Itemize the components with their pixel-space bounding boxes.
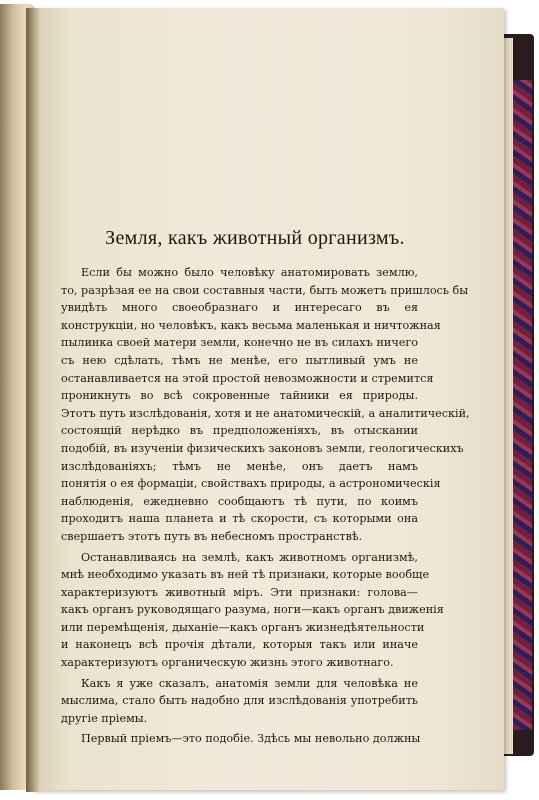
text-line: мыслима, стало быть надобно для изслѣдованія употребить	[61, 694, 418, 708]
page-gutter	[26, 8, 40, 792]
body-text	[61, 264, 470, 748]
text-line: или перемѣщенія, дыханіе—какъ органъ жизнедѣятельности	[61, 620, 425, 634]
paragraph	[61, 264, 470, 546]
text-line: характеризуютъ органическую жизнь этого животнаго.	[61, 656, 394, 670]
text-line: другіе пріемы.	[61, 711, 148, 725]
text-line: Какъ я уже сказалъ, анатомія земли для человѣка не	[81, 676, 418, 690]
text-line: свершаетъ этотъ путь въ небесномъ пространствѣ.	[61, 529, 363, 543]
text-line: увидѣть много своеобразнаго и интересаго въ ея	[61, 301, 418, 315]
text-line: проникнуть во всѣ сокровенные тайники ея природы.	[61, 389, 418, 403]
text-line: какъ органъ руководящаго разума, ноги—какъ органъ движенія	[61, 603, 444, 617]
text-line: понятія о ея формаціи, свойствахъ природы, а астрономическія	[61, 477, 441, 491]
text-line: мнѣ необходимо указать въ ней тѣ признаки, которые вообще	[61, 568, 430, 582]
text-line: Останавливаясь на землѣ, какъ животномъ организмѣ,	[81, 550, 418, 564]
text-line: и наконецъ всѣ прочія дѣтали, которыя такъ или иначе	[61, 638, 418, 652]
text-line: то, разрѣзая ее на свои составныя части, быть можетъ пришлось бы	[61, 283, 469, 297]
text-line: Первый пріемъ—это подобіе. Здѣсь мы невольно должны	[81, 732, 421, 746]
chapter-title: Земля, какъ животный организмъ.	[105, 227, 405, 249]
text-line: наблюденія, ежедневно сообщаютъ тѣ пути, по коимъ	[61, 494, 418, 508]
text-line: Если бы можно было человѣку анатомировать землю,	[81, 266, 418, 279]
paragraph	[61, 675, 418, 728]
text-line: характеризуютъ животный міръ. Эти признаки: голова—	[61, 585, 418, 599]
text-line: съ нею сдѣлать, тѣмъ не менѣе, его пытливый умъ не	[61, 353, 418, 367]
text-line: пылинка своей матери земли, конечно не въ силахъ ничего	[61, 336, 418, 350]
text-line: проходитъ наша планета и тѣ скорости, съ которыми она	[61, 512, 418, 526]
text-line: изслѣдованіяхъ; тѣмъ не менѣе, онъ даетъ намъ	[61, 459, 418, 473]
text-line: Этотъ путь изслѣдованія, хотя и не анатомическій, а аналитическій,	[61, 406, 470, 420]
text-line: конструкціи, но человѣкъ, какъ весьма маленькая и ничтожная	[61, 318, 441, 332]
paragraph	[61, 730, 421, 748]
text-line: состоящій нерѣдко въ предположеніяхъ, въ отыскании	[61, 424, 418, 438]
text-line: останавливается на этой простой невозможности и стремится	[61, 371, 434, 385]
marbled-edge	[513, 80, 532, 730]
paragraph	[61, 549, 444, 672]
text-line: подобій, въ изученіи физическихъ законовъ земли, геологическихъ	[61, 441, 464, 455]
